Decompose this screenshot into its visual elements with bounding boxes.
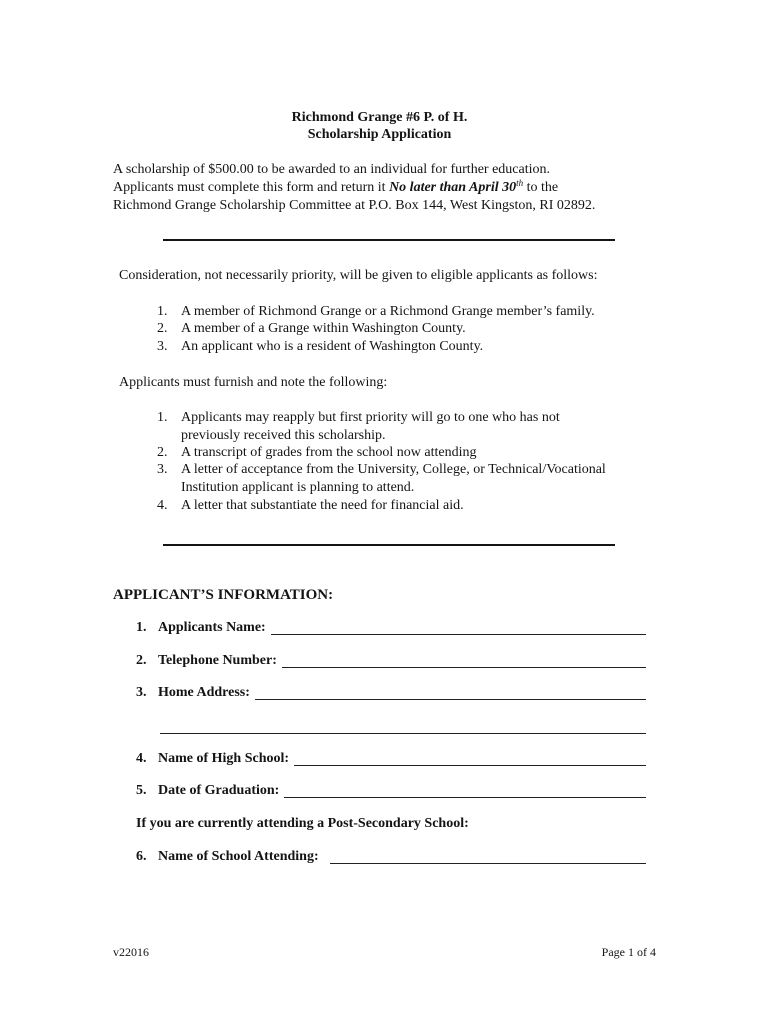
requirement-item-continuation	[157, 427, 647, 445]
list-item-text: A transcript of grades from the school now attending	[181, 445, 477, 460]
list-number: 1.	[157, 304, 168, 319]
list-item-text: A letter of acceptance from the University, College, or Technical/Vocational	[181, 462, 606, 477]
field-number: 1.	[136, 620, 147, 635]
list-item-text: A member of a Grange within Washington County.	[181, 321, 466, 336]
list-item-text: Applicants may reapply but first priority will go to one who has not	[181, 410, 560, 425]
list-number: 2.	[157, 321, 168, 336]
list-item-text: A member of Richmond Grange or a Richmond Grange member’s family.	[181, 304, 595, 319]
field-number: 6.	[136, 849, 147, 864]
list-number: 1.	[157, 410, 168, 425]
field-label: Telephone Number:	[158, 653, 277, 668]
intro-line-1: A scholarship of $500.00 to be awarded to an individual for further education.	[113, 162, 550, 177]
requirement-item	[157, 444, 647, 462]
list-item-text: An applicant who is a resident of Washington County.	[181, 339, 484, 354]
intro-line-3: Richmond Grange Scholarship Committee at P.O. Box 144, West Kingston, RI 02892.	[113, 198, 596, 213]
field-label: Name of High School:	[158, 751, 290, 766]
consideration-item	[157, 338, 647, 356]
graduation-date-row	[136, 782, 646, 800]
list-number: 4.	[157, 498, 168, 513]
intro-line-2	[113, 179, 558, 197]
field-label: Home Address:	[158, 685, 250, 700]
deadline-superscript: th	[516, 178, 524, 188]
intro-line-2-start: Applicants must complete this form and return it	[113, 180, 390, 195]
telephone-field[interactable]	[282, 653, 646, 668]
divider-rule	[163, 239, 615, 241]
requirements-heading: Applicants must furnish and note the following:	[119, 375, 388, 390]
field-number: 5.	[136, 783, 147, 798]
list-number: 3.	[157, 462, 168, 477]
page-number: Page 1 of 4	[601, 945, 656, 959]
school-attending-row	[136, 848, 646, 866]
home-address-field[interactable]	[255, 685, 646, 700]
school-attending-field[interactable]	[330, 849, 646, 864]
applicant-info-heading: APPLICANT’S INFORMATION:	[113, 587, 334, 603]
consideration-item	[157, 303, 647, 321]
telephone-row	[136, 652, 646, 670]
requirement-item	[157, 497, 647, 515]
deadline-emphasis: No later than April 30	[389, 180, 517, 195]
consideration-heading: Consideration, not necessarily priority, will be given to eligible applicants as follows:	[119, 268, 598, 283]
list-item-text: previously received this scholarship.	[181, 428, 386, 443]
consideration-item	[157, 320, 647, 338]
requirement-item-continuation	[157, 479, 647, 497]
requirement-item	[157, 461, 647, 479]
high-school-field[interactable]	[294, 751, 646, 766]
list-number: 2.	[157, 445, 168, 460]
field-number: 3.	[136, 685, 147, 700]
graduation-date-field[interactable]	[284, 783, 646, 798]
field-label: Date of Graduation:	[158, 783, 280, 798]
high-school-row	[136, 750, 646, 768]
version-label: v22016	[113, 945, 149, 959]
list-number: 3.	[157, 339, 168, 354]
applicant-name-field[interactable]	[271, 620, 646, 635]
field-label: Name of School Attending:	[158, 849, 319, 864]
divider-rule	[163, 544, 615, 546]
home-address-line-2-row	[160, 718, 646, 736]
applicant-name-row	[136, 619, 646, 637]
intro-line-2-end: to the	[523, 180, 559, 195]
document-title: Richmond Grange #6 P. of H.	[291, 110, 468, 125]
home-address-row	[136, 684, 646, 702]
field-number: 2.	[136, 653, 147, 668]
post-secondary-heading: If you are currently attending a Post-Secondary School:	[136, 816, 469, 831]
home-address-line-2-field[interactable]	[160, 719, 646, 734]
list-item-text: A letter that substantiate the need for financial aid.	[181, 498, 464, 513]
list-item-text: Institution applicant is planning to attend.	[181, 480, 415, 495]
requirement-item	[157, 409, 647, 427]
field-number: 4.	[136, 751, 147, 766]
field-label: Applicants Name:	[158, 620, 266, 635]
document-subtitle: Scholarship Application	[307, 127, 452, 142]
